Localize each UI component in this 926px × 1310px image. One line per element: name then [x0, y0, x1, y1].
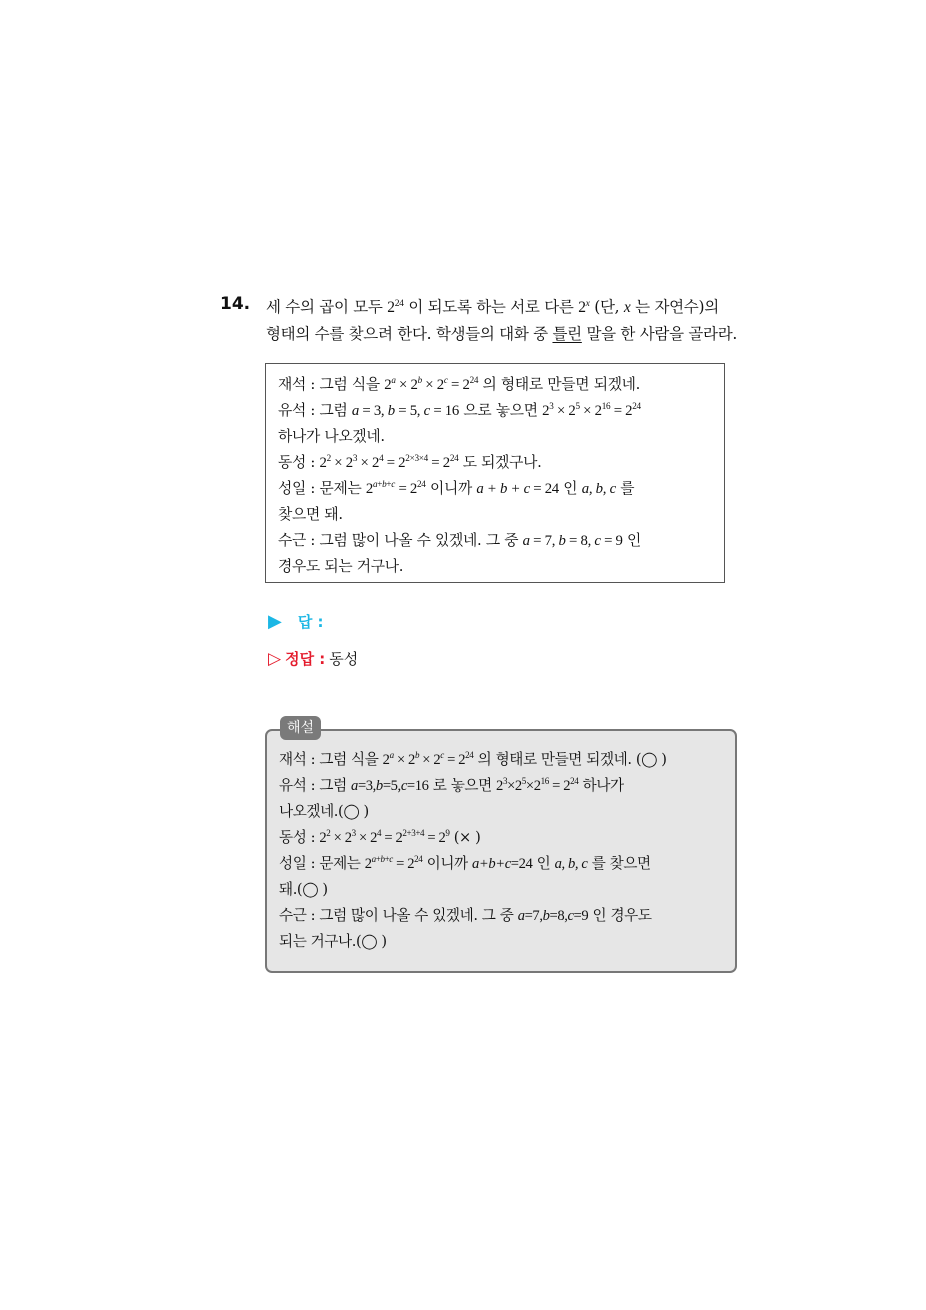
dialog-yuseok: 유석 : 그럼 a = 3, b = 5, c = 16 으로 놓으면 $2^3 \times 2^5 \times 2^{16} = 2^{24}$ [278, 401, 641, 419]
dialog-box [265, 363, 725, 583]
correct-answer-label: 정답 : [285, 650, 326, 668]
problem-number: 14. [220, 294, 251, 314]
answer-row [268, 611, 324, 632]
explain-seongil-cont: 돼.(◯ ) [279, 881, 328, 898]
explain-yuseok: 유석 : 그럼 a=3,b=5,c=16 로 놓으면 $2^3\times 2^5\times 2^{16} = 2^{24}$ 하나가 [279, 776, 624, 794]
answer-label: 답 : [297, 613, 324, 631]
play-triangle-icon: ▶ [268, 611, 282, 632]
dialog-sugeun-cont: 경우도 되는 거구나. [278, 558, 404, 575]
dialog-yuseok-cont: 하나가 나오겠네. [278, 428, 385, 445]
explanation-box [265, 729, 737, 973]
outline-triangle-icon: ▷ [268, 649, 282, 669]
explain-yuseok-cont: 나오겠네.(◯ ) [279, 803, 369, 820]
explanation-tag: 해설 [280, 716, 321, 740]
explain-seongil: 성일 : 문제는 $2^{a+b+c} = 2^{24}$ 이니까 a+b+c=24 인 a, b, c 를 찾으면 [279, 854, 651, 872]
explain-jaeseok: 재석 : 그럼 식을 $2^a \times 2^b \times 2^c = 2^{24}$ 의 형태로 만들면 되겠네. (◯ ) [279, 750, 667, 768]
dialog-dongseong: 동성 : $2^2 \times 2^3 \times 2^4 = 2^{2\times 3\times 4} = 2^{24}$ 도 되겠구나. [278, 453, 542, 471]
dialog-jaeseok: 재석 : 그럼 식을 $2^a \times 2^b \times 2^c = 2^{24}$ 의 형태로 만들면 되겠네. [278, 375, 641, 393]
explain-sugeun: 수근 : 그럼 많이 나올 수 있겠네. 그 중 a=7,b=8,c=9 인 경우도 [279, 907, 652, 924]
explain-dongseong: 동성 : $2^2 \times 2^3 \times 2^4 = 2^{2+3+4} = 2^9$ (× ) [279, 828, 481, 846]
underlined-word: 틀린 [552, 325, 582, 343]
correct-answer-value: 동성 [329, 650, 359, 668]
problem-text [266, 294, 756, 348]
dialog-seongil-cont: 찾으면 돼. [278, 506, 343, 523]
correct-answer-row [268, 648, 358, 669]
explain-sugeun-cont: 되는 거구나.(◯ ) [279, 933, 387, 950]
dialog-sugeun: 수근 : 그럼 많이 나올 수 있겠네. 그 중 a = 7, b = 8, c = 9 인 [278, 532, 642, 549]
problem-line-2: 형태의 수를 찾으려 한다. 학생들의 대화 중 틀린 말을 한 사람을 골라라. [266, 325, 738, 343]
dialog-seongil: 성일 : 문제는 $2^{a+b+c} = 2^{24}$ 이니까 a + b + c = 24 인 a, b, c 를 [278, 479, 635, 497]
problem-line-1: 세 수의 곱이 모두 $2^{24}$ 이 되도록 하는 서로 다른 2$^x$ (단, x 는 자연수)의 [266, 297, 719, 316]
